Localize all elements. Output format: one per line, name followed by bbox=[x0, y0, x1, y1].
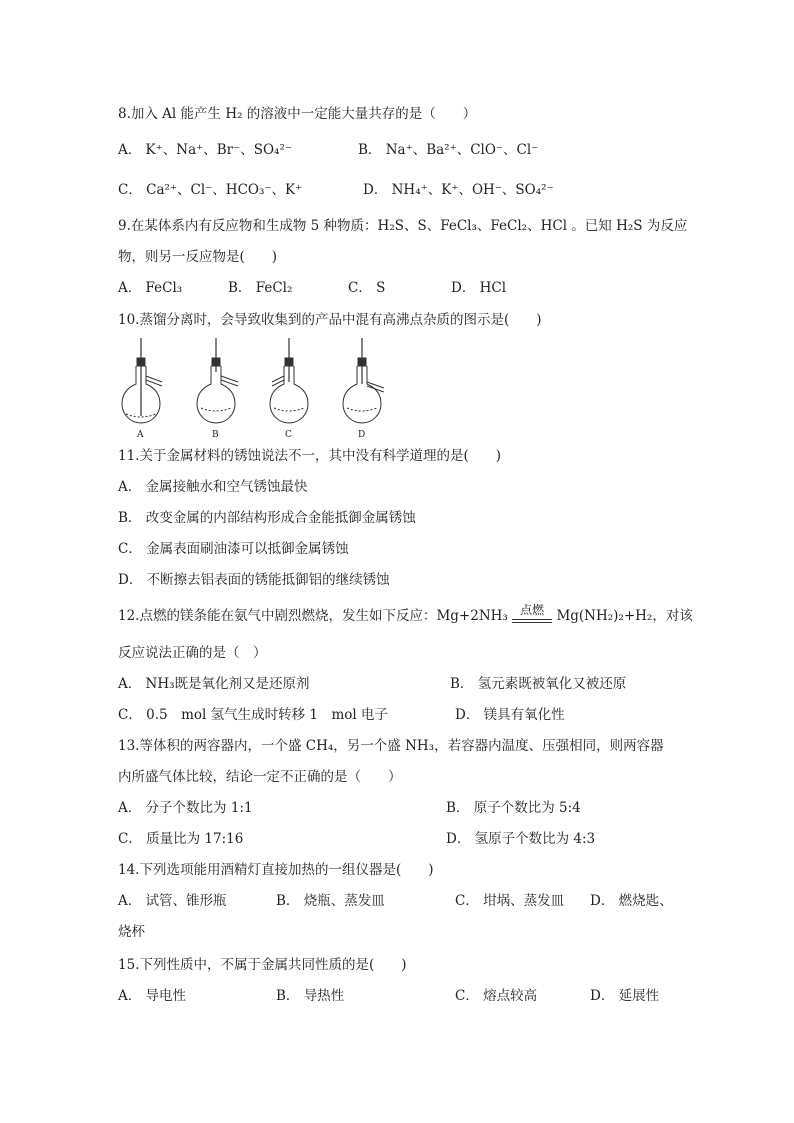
q13-option-b: B． 原子个数比为 5:4 bbox=[446, 800, 581, 816]
q9-stem-line1: 9.在某体系内有反应物和生成物 5 种物质：H₂S、S、FeCl₃、FeCl₂、HCl 。已知 H₂S 为反应 bbox=[118, 218, 688, 234]
q9-option-d: D． HCl bbox=[451, 280, 507, 296]
flask-b-label: B bbox=[212, 430, 219, 440]
flask-a bbox=[122, 338, 162, 423]
flask-a-label: A bbox=[137, 430, 144, 440]
q12-option-d: D． 镁具有氧化性 bbox=[455, 707, 565, 723]
q9-option-c: C． S bbox=[348, 280, 386, 296]
flask-c bbox=[270, 338, 308, 423]
q10-stem: 10.蒸馏分离时，会导致收集到的产品中混有高沸点杂质的图示是( ) bbox=[118, 312, 542, 328]
q14-option-a: A． 试管、锥形瓶 bbox=[118, 893, 227, 909]
q9-stem-line2: 物，则另一反应物是( ) bbox=[118, 249, 278, 265]
q12-stem-line2: 反应说法正确的是（ ） bbox=[118, 645, 267, 661]
q9-option-b: B． FeCl₂ bbox=[228, 280, 293, 296]
q15-option-d: D． 延展性 bbox=[590, 988, 660, 1004]
flask-c-label: C bbox=[285, 430, 292, 440]
q12-stem-suffix: Mg(NH₂)₂+H₂，对该 bbox=[556, 608, 693, 624]
flask-d bbox=[343, 338, 384, 423]
q13-stem-line2: 内所盛气体比较，结论一定不正确的是（ ） bbox=[118, 769, 402, 785]
reaction-condition bbox=[512, 603, 552, 626]
distillation-flasks-figure bbox=[112, 334, 392, 442]
q12-option-b: B． 氢元素既被氧化又被还原 bbox=[450, 676, 627, 692]
q8-option-d: D． NH₄⁺、K⁺、OH⁻、SO₄²⁻ bbox=[363, 182, 554, 198]
q12-option-c: C． 0.5 mol 氢气生成时转移 1 mol 电子 bbox=[118, 707, 389, 723]
q15-stem: 15.下列性质中，不属于金属共同性质的是( ) bbox=[118, 957, 407, 973]
q9-option-a: A． FeCl₃ bbox=[118, 280, 183, 296]
q15-option-a: A． 导电性 bbox=[118, 988, 187, 1004]
q15-option-b: B． 导热性 bbox=[276, 988, 345, 1004]
q11-option-b: B． 改变金属的内部结构形成合金能抵御金属锈蚀 bbox=[118, 510, 416, 526]
q14-option-c: C． 坩埚、蒸发皿 bbox=[455, 893, 565, 909]
q15-option-c: C． 熔点较高 bbox=[455, 988, 538, 1004]
q11-option-d: D． 不断擦去铝表面的锈能抵御铝的继续锈蚀 bbox=[118, 572, 390, 588]
q11-option-a: A． 金属接触水和空气锈蚀最快 bbox=[118, 479, 308, 495]
condition-label: 点燃 bbox=[520, 603, 545, 617]
flask-b bbox=[197, 338, 238, 423]
q13-option-c: C． 质量比为 17:16 bbox=[118, 831, 244, 847]
q8-stem: 8.加入 Al 能产生 H₂ 的溶液中一定能大量共存的是（ ） bbox=[118, 106, 477, 122]
q8-option-c: C． Ca²⁺、Cl⁻、HCO₃⁻、K⁺ bbox=[118, 182, 303, 198]
q14-option-d-continued: 烧杯 bbox=[118, 924, 145, 940]
q8-option-b: B． Na⁺、Ba²⁺、ClO⁻、Cl⁻ bbox=[358, 142, 539, 158]
q13-option-a: A． 分子个数比为 1:1 bbox=[118, 800, 253, 816]
q13-stem-line1: 13.等体积的两容器内，一个盛 CH₄，另一个盛 NH₃，若容器内温度、压强相同，则两容器 bbox=[118, 738, 664, 754]
q12-option-a: A． NH₃既是氧化剂又是还原剂 bbox=[118, 676, 310, 692]
q13-option-d: D． 氢原子个数比为 4:3 bbox=[446, 831, 596, 847]
q11-option-c: C． 金属表面刷油漆可以抵御金属锈蚀 bbox=[118, 541, 349, 557]
equals-sign bbox=[512, 619, 552, 623]
q12-stem-prefix: 12.点燃的镁条能在氨气中剧烈燃烧，发生如下反应：Mg+2NH₃ bbox=[118, 608, 508, 624]
q12-stem-line1 bbox=[118, 603, 693, 626]
q14-option-d: D． 燃烧匙、 bbox=[590, 893, 673, 909]
q11-stem: 11.关于金属材料的锈蚀说法不一，其中没有科学道理的是( ) bbox=[118, 448, 502, 464]
q14-option-b: B． 烧瓶、蒸发皿 bbox=[276, 893, 385, 909]
q14-stem: 14.下列选项能用酒精灯直接加热的一组仪器是( ) bbox=[118, 862, 434, 878]
q8-option-a: A． K⁺、Na⁺、Br⁻、SO₄²⁻ bbox=[118, 142, 293, 158]
flask-d-label: D bbox=[358, 430, 366, 440]
